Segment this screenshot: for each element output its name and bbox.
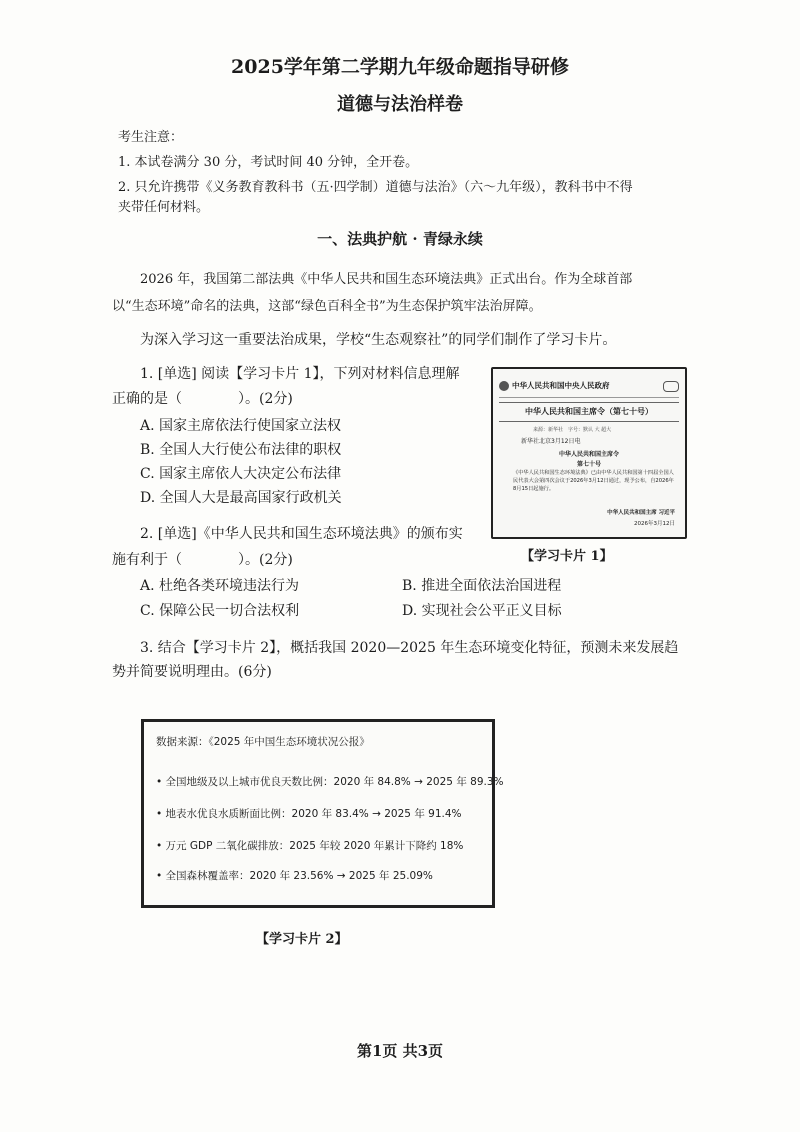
card1-issuer: 中华人民共和国主席令 [558, 451, 619, 458]
learning-card-2 [141, 719, 504, 908]
card2-item-air-quality: • 全国地级及以上城市优良天数比例：2020 年 84.8% → 2025 年 89.3% [156, 776, 504, 788]
q2-stem-line2: 施有利于（ ）。(2分) [112, 552, 293, 568]
exam-title: 2025学年第二学期九年级命题指导研修 [231, 56, 569, 78]
notice-item-2-line2: 夹带任何材料。 [118, 200, 210, 215]
q1-option-a: A. 国家主席依法行使国家立法权 [140, 418, 342, 434]
q1-stem-line2: 正确的是（ ）。(2分) [112, 391, 293, 407]
notice-item-2-line1: 2. 只允许携带《义务教育教科书（五·四学制）道德与法治》（六～九年级），教科书中不得 [118, 180, 633, 195]
card2-caption: 【学习卡片 2】 [256, 932, 348, 947]
card2-source: 数据来源：《2025 年中国生态环境状况公报》 [156, 736, 370, 748]
notice-label: 考生注意： [118, 130, 184, 145]
card1-caption: 【学习卡片 1】 [521, 549, 613, 564]
intro-line-2: 以“生态环境”命名的法典，这部“绿色百科全书”为生态保护筑牢法治屏障。 [112, 299, 542, 314]
card1-meta: 来源：新华社 字号：默认 大 超大 [533, 427, 612, 433]
card1-body: 《中华人民共和国生态环境法典》已由中华人民共和国第十四届全国人民代表大会第四次会议于2026年3月12日通过，现予公布，自2026年8月15日起施行。 [513, 470, 674, 492]
q1-option-d: D. 全国人大是最高国家行政机关 [140, 490, 342, 506]
q2-stem-line1: 2. [单选]《中华人民共和国生态环境法典》的颁布实 [140, 526, 463, 542]
intro-paragraph-2: 为深入学习这一重要法治成果，学校“生态观察社”的同学们制作了学习卡片。 [140, 332, 617, 348]
intro-line-1: 2026 年，我国第二部法典《中华人民共和国生态环境法典》正式出台。作为全球首部 [140, 272, 633, 287]
section-heading: 一、法典护航 · 青绿永续 [317, 230, 483, 248]
card1-site-name: 中华人民共和国中央人民政府 [512, 381, 610, 390]
notice-item-1: 1. 本试卷满分 30 分，考试时间 40 分钟，全开卷。 [118, 155, 419, 170]
card2-item-co2: • 万元 GDP 二氧化碳排放：2025 年较 2020 年累计下降约 18% [156, 840, 464, 852]
card1-date-line: 新华社北京3月12日电 [521, 438, 581, 445]
card1-number: 第七十号 [576, 461, 601, 468]
q1-stem-line1: 1. [单选] 阅读【学习卡片 1】，下列对材料信息理解 [140, 366, 460, 382]
card1-signature: 中华人民共和国主席 习近平 [607, 510, 675, 516]
q3-stem-line1: 3. 结合【学习卡片 2】，概括我国 2020—2025 年生态环境变化特征，预测未来发展趋 [140, 640, 679, 656]
card1-sign-date: 2026年3月12日 [634, 521, 675, 527]
learning-card-1 [491, 367, 687, 539]
card1-site-header [499, 375, 679, 398]
card1-order-title: 中华人民共和国主席令（第七十号） [499, 402, 679, 422]
q2-option-c: C. 保障公民一切合法权利 [140, 603, 300, 619]
q2-option-d: D. 实现社会公平正义目标 [402, 603, 562, 619]
q2-option-b: B. 推进全面依法治国进程 [402, 578, 562, 594]
page-number: 第1页 共3页 [356, 1042, 444, 1060]
exam-subtitle: 道德与法治样卷 [337, 94, 463, 115]
card2-item-water-quality: • 地表水优良水质断面比例：2020 年 83.4% → 2025 年 91.4% [156, 808, 462, 820]
q1-option-c: C. 国家主席依人大决定公布法律 [140, 466, 342, 482]
q2-option-a: A. 杜绝各类环境违法行为 [140, 578, 300, 594]
q1-option-b: B. 全国人大行使公布法律的职权 [140, 442, 342, 458]
q3-stem-line2: 势并简要说明理由。(6分) [112, 664, 272, 680]
card2-item-forest: • 全国森林覆盖率：2020 年 23.56% → 2025 年 25.09% [156, 870, 433, 882]
national-emblem-icon [499, 381, 509, 391]
card1-toggle-icon [663, 381, 679, 392]
